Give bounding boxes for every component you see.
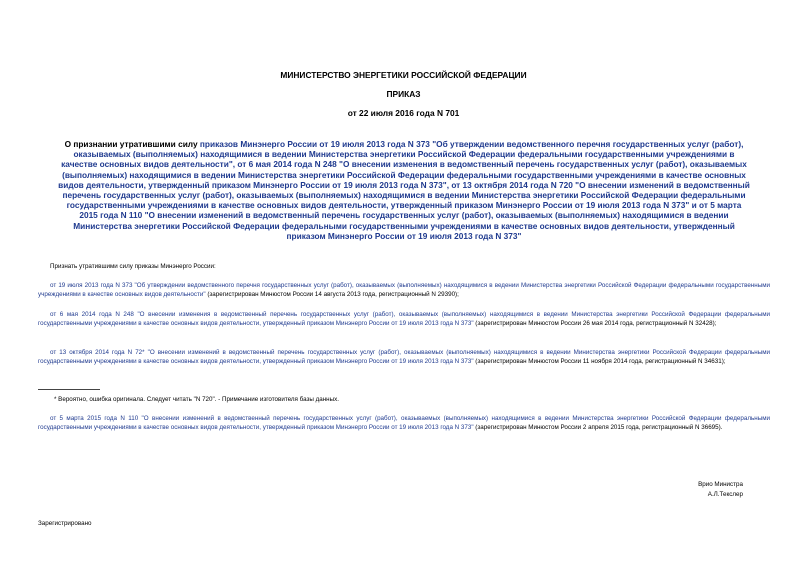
item-2-link[interactable]: от 6 мая 2014 года N 248 "О внесении изменения в ведомственный перечень государственных услуг (работ), оказываемых (выполняемых) находящимися в ведении Министерства энергетики Российской Федерации федеральными государственными учреждениями в качестве основных видов деятельности, утвержденный приказом Минэнерго России от 19 июля 2013 года N 373" bbox=[38, 311, 770, 328]
item-3-registration: (зарегистрирован Минюстом России 11 ноября 2014 года, регистрационный N 34631); bbox=[473, 358, 726, 366]
document-title bbox=[58, 139, 750, 241]
title-link[interactable]: приказов Минэнерго России от 19 июля 2013 года N 373 "Об утверждении ведомственного перечня государственных услуг (работ), оказываемых (выполняемых) находящимися в ведении Министерства энергетики Российской Федерации федеральными государственными учреждениями в качестве основных видов деятельности", от 6 мая 2014 года N 248 "О внесении изменения в ведомственный перечень государственных услуг (работ), оказываемых (выполняемых) находящимися в ведении Министерства энергетики Российской Федерации федеральными государственными учреждениями в качестве основных видов деятельности, утвержденный приказом Минэнерго России от 19 июля 2013 года N 373", от 13 октября 2014 года N 720 "О внесении изменений в ведомственный перечень государственных услуг (работ), оказываемых (выполняемых) находящимися в ведении Министерства энергетики Российской Федерации федеральными государственными учреждениями в качестве основных видов деятельности, утвержденный приказом Минэнерго России от 19 июля 2013 года N 373" и от 5 марта 2015 года N 110 "О внесении изменений в ведомственный перечень государственных услуг (работ), оказываемых (выполняемых) находящимися в ведении Министерства энергетики Российской Федерации федеральными государственными учреждениями в качестве основных видов деятельности, утвержденный приказом Минэнерго России от 19 июля 2013 года N 373" bbox=[58, 139, 750, 241]
title-prefix: О признании утратившими силу bbox=[64, 139, 200, 149]
item-2 bbox=[38, 310, 770, 328]
item-1-link[interactable]: от 19 июля 2013 года N 373 "Об утверждении ведомственного перечня государственных услуг (работ), оказываемых (выполняемых) находящимися в ведении Министерства энергетики Российской Федерации федеральными государственными учреждениями в качестве основных видов деятельности" bbox=[38, 282, 770, 299]
footnote: * Вероятно, ошибка оригинала. Следует читать "N 720". - Примечание изготовителя базы данных. bbox=[54, 396, 339, 403]
registered-label: Зарегистрировано bbox=[38, 520, 92, 527]
item-3 bbox=[38, 348, 770, 366]
ministry-heading: МИНИСТЕРСТВО ЭНЕРГЕТИКИ РОССИЙСКОЙ ФЕДЕРАЦИИ bbox=[280, 70, 527, 80]
item-1-registration: (зарегистрирован Минюстом России 14 августа 2013 года, регистрационный N 29390); bbox=[205, 291, 459, 299]
signature-name: А.Л.Текслер bbox=[707, 491, 743, 498]
item-4-registration: (зарегистрирован Минюстом России 2 апреля 2015 года, регистрационный N 36695). bbox=[473, 424, 723, 432]
item-1 bbox=[38, 281, 770, 299]
document-type-heading: ПРИКАЗ bbox=[386, 89, 421, 99]
date-number-heading: от 22 июля 2016 года N 701 bbox=[347, 108, 460, 118]
intro-paragraph: Признать утратившими силу приказы Минэнерго России: bbox=[50, 263, 216, 270]
item-4-link[interactable]: от 5 марта 2015 года N 110 "О внесении изменений в ведомственный перечень государственных услуг (работ), оказываемых (выполняемых) находящимися в ведении Министерства энергетики Российской Федерации федеральными государственными учреждениями в качестве основных видов деятельности, утвержденный приказом Минэнерго России от 19 июля 2013 года N 373" bbox=[38, 415, 770, 432]
signature-position: Врио Министра bbox=[698, 481, 743, 488]
footnote-divider bbox=[38, 389, 100, 390]
item-3-link[interactable]: от 13 октября 2014 года N 72* "О внесении изменений в ведомственный перечень государственных услуг (работ), оказываемых (выполняемых) находящимися в ведении Министерства энергетики Российской Федерации федеральными государственными учреждениями в качестве основных видов деятельности, утвержденный приказом Минэнерго России от 19 июля 2013 года N 373" bbox=[38, 349, 770, 366]
item-4 bbox=[38, 414, 770, 432]
body-intro bbox=[38, 262, 770, 271]
item-2-registration: (зарегистрирован Минюстом России 26 мая 2014 года, регистрационный N 32428); bbox=[473, 320, 717, 328]
